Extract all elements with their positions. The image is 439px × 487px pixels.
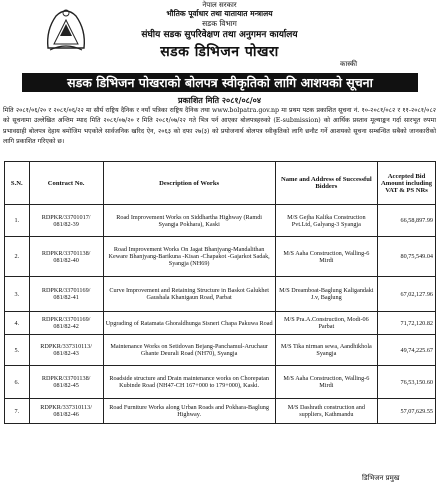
cell-bidder: M/S Aaha Construction, Walling-6 Mirdi: [275, 366, 377, 399]
table-row: [5, 399, 436, 424]
table-row: [5, 366, 436, 399]
cell-sn: 2.: [5, 237, 30, 277]
published-date: प्रकाशित मिति २०८१/०८/०४: [177, 95, 262, 105]
column-header-bidder: Name and Address of Successful Bidders: [275, 162, 377, 205]
cell-contract: RDPKR/33701138/ 081/82-45: [29, 366, 103, 399]
cell-contract: RDPKR/33701138/ 081/82-40: [29, 237, 103, 277]
header-ministry: भौतिक पूर्वाधार तथा यातायात मन्त्रालय: [166, 9, 273, 18]
cell-description: Curve Improvement and Retaining Structure in Baskot Galukhet Gaushala Khanigaun Road, Parbat: [103, 277, 275, 312]
cell-description: Road Improvement Works On Jagat Bhanjyang-Mandalithan Keware Bhanjyang-Barikuna -Kisan -Chapakot -Gajarkot Sadak, Syangja (NH69): [103, 237, 275, 277]
cell-bidder: M/S Dreamboat-Baglung Kaligandaki J.v, Baglung: [275, 277, 377, 312]
cell-bidder: M/S Dashrath construction and suppliers, Kathmandu: [275, 399, 377, 424]
cell-bidder: M/S Tika nirman sewa, Aandhikhola Syangja: [275, 335, 377, 366]
cell-bidder: M/S Aaha Construction, Walling-6 Mirdi: [275, 237, 377, 277]
table-row: [5, 277, 436, 312]
column-header-amount: Accepted Bid Amount including VAT & PS NRs: [378, 162, 436, 205]
table-row: [5, 205, 436, 237]
header-government: नेपाल सरकार: [202, 1, 237, 9]
cell-amount: 71,72,120.82: [378, 312, 436, 335]
cell-amount: 66,58,897.99: [378, 205, 436, 237]
header-division: सडक डिभिजन पोखरा: [160, 44, 279, 60]
cell-sn: 3.: [5, 277, 30, 312]
cell-sn: 5.: [5, 335, 30, 366]
cell-sn: 6.: [5, 366, 30, 399]
table-row: [5, 312, 436, 335]
header-location: कास्की: [340, 60, 358, 68]
table-header-row: [5, 162, 436, 205]
cell-contract: RDPKR/33701169/ 081/82-42: [29, 312, 103, 335]
bid-table: [4, 161, 436, 424]
cell-sn: 1.: [5, 205, 30, 237]
column-header-contract: Contract No.: [29, 162, 103, 205]
cell-bidder: M/S Gejha Kalika Construction Pvt.Ltd, Galyang-3 Syangja: [275, 205, 377, 237]
cell-amount: 57,07,629.55: [378, 399, 436, 424]
cell-description: Upgrading of Ratamata Ghoraldhunga Sisneri Chapa Pakuwa Road: [103, 312, 275, 335]
cell-contract: RDPKR/337310113/ 081/82-46: [29, 399, 103, 424]
cell-amount: 80,75,549.04: [378, 237, 436, 277]
cell-contract: RDPKR/337310113/ 081/82-43: [29, 335, 103, 366]
cell-contract: RDPKR/33701017/ 081/82-39: [29, 205, 103, 237]
cell-amount: 67,02,127.96: [378, 277, 436, 312]
cell-description: Road Furniture Works along Urban Roads and Pokhara-Baglung Highway.: [103, 399, 275, 424]
cell-amount: 49,74,225.67: [378, 335, 436, 366]
column-header-description: Description of Works: [103, 162, 275, 205]
notice-title: सडक डिभिजन पोखराको बोलपत्र स्वीकृतिको लागि आशयको सूचना: [22, 73, 418, 92]
table-row: [5, 237, 436, 277]
header-office: संघीय सडक सुपरिवेक्षण तथा अनुगमन कार्यालय: [141, 30, 298, 40]
table-row: [5, 335, 436, 366]
cell-sn: 4.: [5, 312, 30, 335]
cell-sn: 7.: [5, 399, 30, 424]
cell-amount: 76,53,150.60: [378, 366, 436, 399]
cell-contract: RDPKR/33701169/ 081/82-41: [29, 277, 103, 312]
cell-description: Maintenance Works on Setidovan Bejang-Panchamul-Aruchaur Ghante Deurali Road (NH70), Syangja: [103, 335, 275, 366]
notice-body: मिति २०८१/०६/२० र २०८१/०६/२२ मा सौर्य राष्ट्रिय दैनिक र नयाँ पत्रिका राष्ट्रिय दैनिक तथा www.bolpatra.gov.np मा प्रथम पटक प्रकाशित सूचना नं. १०-२०८१/०८२ र ११-२०८१/०८२ को सूचनामा उल्लेखित अन्तिम म्याद मिति २०८१/०७/२० र मिति २०८१/०७/२२ गते भित्र पर्न आएका बोलपत्रहरुको (E-submission) को आर्थिक प्रस्ताव मूल्याङ्कन गर्दा सारभूत रुपमा प्रभावग्राही बोलपत्र देहाय बमोजिम भएकोले सार्वजनिक खरिद ऐन, २०६३ को दफा २७(३) को प्रयोजनार्थ बोलपत्र स्वीकृतिको लागि छनौट गर्ने आशयको सूचना सम्बन्धित सबैको जानकारीको लागि प्रकाशित गरिएको छ।: [3, 107, 436, 146]
column-header-sn: S.N.: [5, 162, 30, 205]
cell-description: Road Improvement Works on Siddhartha Highway (Ramdi Syangja Pokhara), Kaski: [103, 205, 275, 237]
cell-bidder: M/S Pra.A.Construction, Modi-06 Parbat: [275, 312, 377, 335]
signature-label: डिभिजन प्रमुख: [362, 474, 400, 482]
cell-description: Roadside structure and Drain maintenance works on Chorepatan Kubinde Road (NH47-CH 167+000 to 179+000), Kaski.: [103, 366, 275, 399]
header-department: सडक विभाग: [202, 19, 237, 28]
